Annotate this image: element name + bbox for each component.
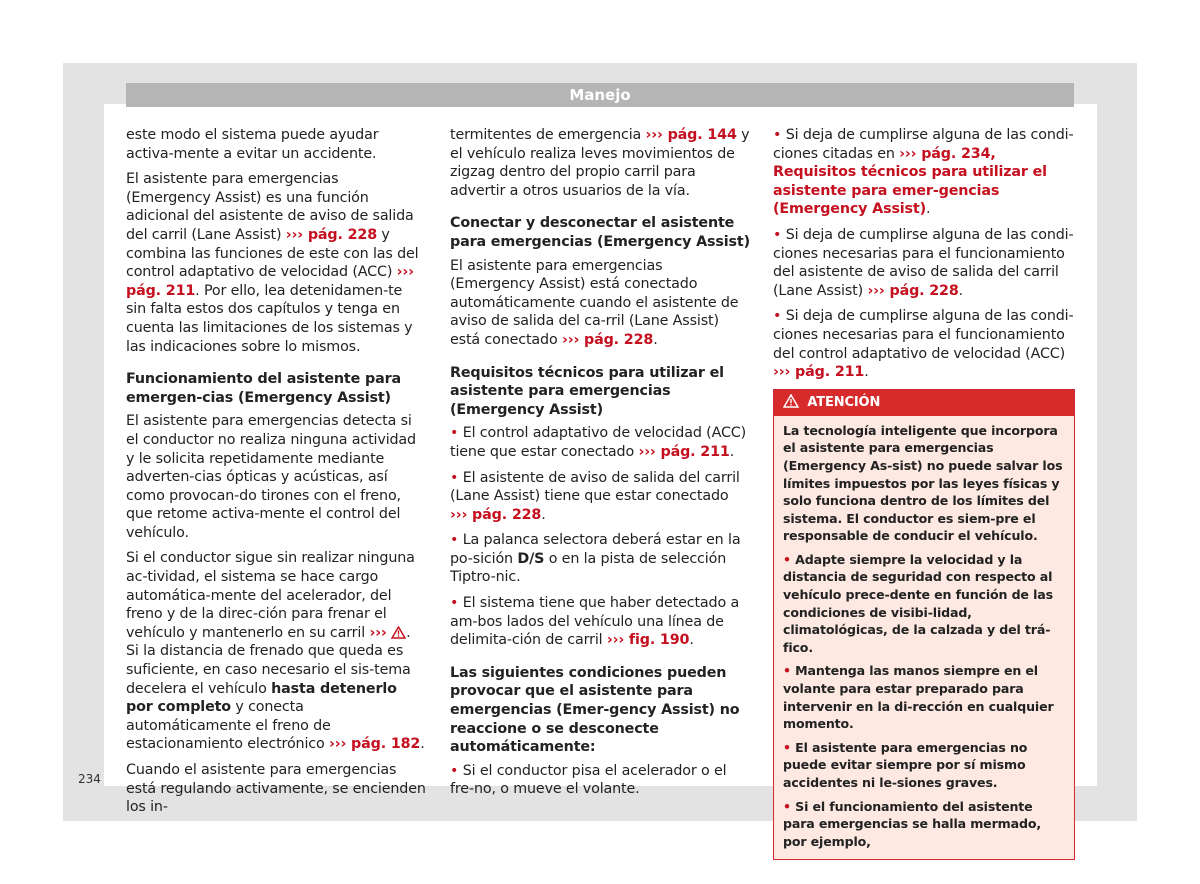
page-link[interactable]: ››› pág. 211 bbox=[773, 364, 865, 381]
text: . bbox=[926, 201, 931, 218]
bullet-icon: • bbox=[450, 762, 459, 779]
paragraph: Cuando el asistente para emergencias está regulando activamente, se encienden los in- bbox=[126, 762, 426, 816]
page-link[interactable]: ››› pág. 228 bbox=[285, 226, 378, 243]
bullet-item bbox=[773, 126, 1075, 219]
page-link[interactable]: ››› pág. 211 bbox=[638, 443, 730, 460]
bullet-icon: • bbox=[773, 226, 782, 243]
bullet-icon: • bbox=[773, 127, 782, 143]
bullet-item bbox=[450, 424, 750, 461]
bullet-icon: • bbox=[450, 532, 459, 549]
paragraph bbox=[126, 170, 426, 356]
bullet-icon: • bbox=[783, 663, 791, 679]
text: . Si la distancia de frenado que queda es suficiente, en caso necesario el sis-tema decelera el vehículo bbox=[126, 624, 411, 697]
warning-box bbox=[773, 389, 1075, 861]
text: . bbox=[420, 736, 425, 753]
warning-triangle-icon bbox=[783, 394, 799, 408]
page-link[interactable]: ››› pág. 211 bbox=[126, 264, 414, 299]
text: . bbox=[541, 506, 546, 523]
section-heading: Funcionamiento del asistente para emergen-cias (Emergency Assist) bbox=[126, 371, 401, 406]
page-link[interactable]: ››› pág. 228 bbox=[867, 282, 959, 299]
text: Mantenga las manos siempre en el volante para estar preparado para intervenir en la di-rección en cualquier momento. bbox=[783, 663, 1054, 732]
text: y combina las funciones de este con las del control adaptativo de velocidad (ACC) bbox=[126, 226, 419, 281]
page-link[interactable]: ››› pág. 228 bbox=[561, 331, 654, 348]
bullet-item bbox=[773, 226, 1075, 300]
bullet-item bbox=[450, 762, 750, 799]
text: Si el funcionamiento del asistente para emergencias se halla mermado, por ejemplo, bbox=[783, 798, 1041, 849]
text: El control adaptativo de velocidad (ACC) tiene que estar conectado bbox=[450, 425, 747, 460]
text: Adapte siempre la velocidad y la distancia de seguridad con respecto al vehículo prece-dente en función de las condiciones de visibi-lidad, climatológicas, de la calzada y del trá-fico. bbox=[783, 551, 1053, 655]
bullet-icon: • bbox=[783, 551, 791, 567]
paragraph bbox=[450, 257, 750, 350]
text: El asistente para emergencias no puede evitar siempre por sí mismo accidentes ni le-siones graves. bbox=[783, 739, 1028, 790]
paragraph bbox=[126, 549, 426, 754]
warning-item bbox=[783, 798, 1065, 851]
text: . bbox=[653, 331, 658, 348]
figure-link[interactable]: ››› fig. 190 bbox=[606, 632, 690, 649]
warning-triangle-icon bbox=[391, 626, 406, 639]
section-heading: Las siguientes condiciones pueden provocar que el asistente para emergencias (Emer-gency Assist) no reaccione o se desconecte automáticamente: bbox=[450, 664, 740, 756]
text: . bbox=[864, 364, 869, 381]
text: Si deja de cumplirse alguna de las condi-ciones necesarias para el funcionamiento del asistente de aviso de salida del carril (Lane Assist) bbox=[773, 226, 1074, 299]
bold-text: D/S bbox=[517, 550, 545, 567]
bullet-icon: • bbox=[773, 308, 782, 325]
section-heading: Conectar y desconectar el asistente para emergencias (Emergency Assist) bbox=[450, 215, 750, 250]
page-link[interactable]: ››› pág. 234, Requisitos técnicos para utilizar el asistente para emer-gencias (Emergency Assist) bbox=[773, 145, 1047, 218]
bullet-item bbox=[450, 531, 750, 587]
text: La palanca selectora deberá estar en la po-sición bbox=[450, 532, 741, 567]
bullet-icon: • bbox=[783, 798, 791, 814]
text: termitentes de emergencia bbox=[450, 127, 646, 143]
page-link[interactable]: ››› bbox=[369, 624, 387, 641]
bullet-icon: • bbox=[450, 469, 459, 486]
text: El asistente de aviso de salida del carril (Lane Assist) tiene que estar conectado bbox=[450, 469, 740, 505]
warning-text: La tecnología inteligente que incorpora el asistente para emergencias (Emergency As-sist) no puede salvar los límites impuestos por las leyes físicas y solo funciona dentro de los límites del sistema. El conductor es siem-pre el responsable de conducir el vehículo. bbox=[783, 422, 1063, 544]
section-heading: Requisitos técnicos para utilizar el asistente para emergencias (Emergency Assist) bbox=[450, 364, 724, 418]
bullet-item bbox=[450, 594, 750, 650]
bold-text: hasta detenerlo por completo bbox=[126, 680, 397, 716]
bullet-icon: • bbox=[783, 739, 791, 755]
bullet-item bbox=[450, 469, 750, 525]
warning-item bbox=[783, 662, 1065, 732]
column-3 bbox=[773, 126, 1075, 860]
page-number: 234 bbox=[78, 772, 101, 786]
bullet-icon: • bbox=[450, 425, 459, 442]
bullet-item bbox=[773, 307, 1075, 381]
warning-item bbox=[783, 739, 1065, 792]
text: . bbox=[689, 632, 694, 649]
text: . bbox=[958, 282, 964, 299]
warning-title: ATENCIÓN bbox=[807, 394, 881, 410]
text: . Por ello, lea detenidamen-te sin falta estos dos capítulos y tenga en cuenta las limitaciones de los sistemas y las indicaciones sobre lo mismos. bbox=[126, 282, 413, 355]
text: El sistema tiene que haber detectado a am-bos lados del vehículo una línea de delimita-ción de carril bbox=[450, 595, 740, 649]
text: y conecta automáticamente el freno de estacionamiento electrónico bbox=[126, 699, 331, 753]
warning-item bbox=[783, 551, 1065, 657]
bullet-icon: • bbox=[450, 595, 459, 612]
text: y el vehículo realiza leves movimientos de zigzag dentro del propio carril para advertir a otros usuarios de la vía. bbox=[450, 127, 750, 199]
page-link[interactable]: ››› pág. 182 bbox=[329, 736, 421, 753]
paragraph: El asistente para emergencias detecta si el conductor no realiza ninguna actividad y le solicita repetidamente mediante adverten-cias ópticas y acústicas, así como provocan-do tirones con el freno, que retome activa-mente el control del vehículo. bbox=[126, 413, 416, 541]
text: El asistente para emergencias (Emergency Assist) es una función adicional del asistente de aviso de salida del carril (Lane Assist) bbox=[126, 171, 414, 243]
warning-body bbox=[774, 416, 1074, 860]
text: Si deja de cumplirse alguna de las condi-ciones citadas en bbox=[773, 127, 1074, 162]
text: o en la pista de selección Tiptro-nic. bbox=[450, 550, 727, 586]
page-link[interactable]: ››› pág. 144 bbox=[645, 127, 737, 143]
page-link[interactable]: ››› pág. 228 bbox=[450, 506, 542, 523]
column-1 bbox=[126, 126, 426, 824]
text: Si el conductor sigue sin realizar ninguna ac-tividad, el sistema se hace cargo automática-mente del acelerador, del freno y de la direc-ción para frenar el vehículo y mantenerlo en su carril bbox=[126, 550, 415, 641]
text: El asistente para emergencias (Emergency Assist) está conectado automáticamente cuando el asistente de aviso de salida del ca-rril (Lane Assist) está conectado bbox=[450, 257, 739, 348]
paragraph: este modo el sistema puede ayudar activa-mente a evitar un accidente. bbox=[126, 127, 379, 162]
column-2 bbox=[450, 126, 750, 806]
text: Si deja de cumplirse alguna de las condi-ciones necesarias para el funcionamiento del control adaptativo de velocidad (ACC) bbox=[773, 308, 1074, 362]
text: Si el conductor pisa el acelerador o el fre-no, o mueve el volante. bbox=[450, 762, 727, 798]
warning-header bbox=[774, 390, 1074, 416]
section-header: Manejo bbox=[126, 83, 1074, 107]
text: . bbox=[729, 443, 735, 460]
paragraph bbox=[450, 126, 750, 200]
